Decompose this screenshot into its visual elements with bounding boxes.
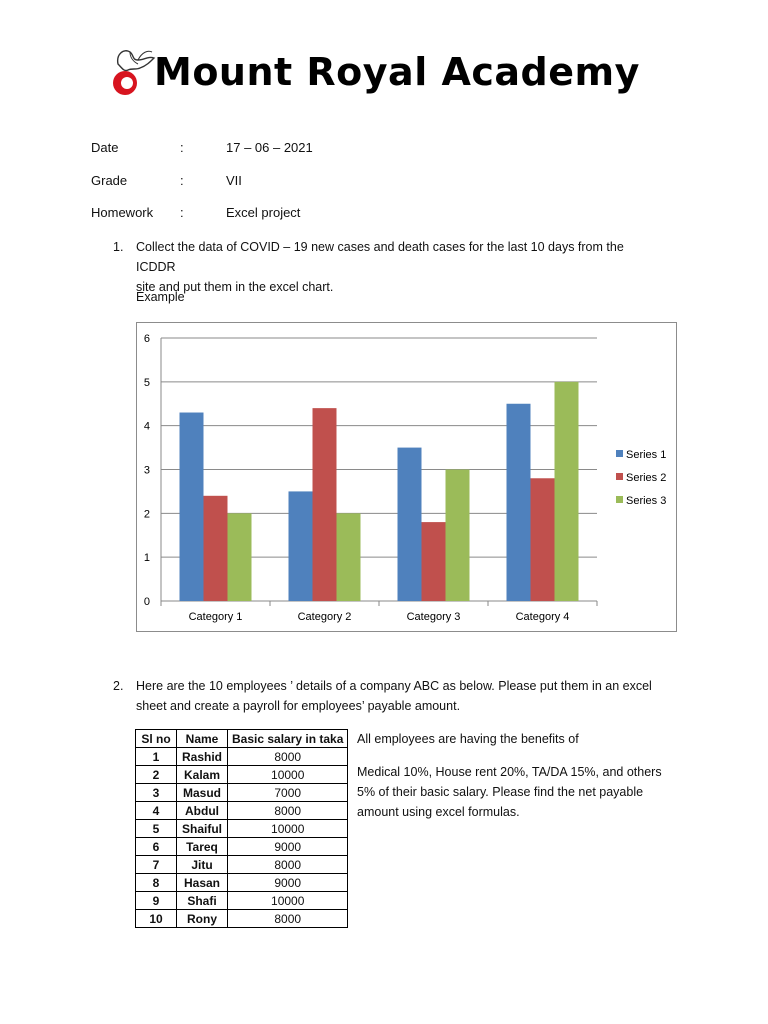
cell-sl-no: 10 bbox=[136, 910, 177, 928]
meta-key: Homework bbox=[91, 205, 154, 220]
cell-sl-no: 7 bbox=[136, 856, 177, 874]
benefits-line: amount using excel formulas. bbox=[357, 805, 520, 819]
cell-name: Kalam bbox=[177, 766, 228, 784]
meta-value: VII bbox=[226, 173, 242, 188]
question-line: Collect the data of COVID – 19 new cases and death cases for the last 10 days from the ICDDR bbox=[136, 240, 624, 274]
question-number: 2. bbox=[113, 679, 124, 693]
meta-sep: : bbox=[180, 205, 184, 220]
bar bbox=[398, 448, 422, 601]
question-text bbox=[136, 676, 666, 716]
y-tick-label: 4 bbox=[143, 420, 150, 433]
bar bbox=[313, 408, 337, 601]
bar bbox=[228, 513, 252, 601]
cell-sl-no: 8 bbox=[136, 874, 177, 892]
table-row bbox=[136, 856, 348, 874]
table-row bbox=[136, 892, 348, 910]
cell-sl-no: 6 bbox=[136, 838, 177, 856]
legend-label: Series 3 bbox=[626, 495, 667, 507]
table-row bbox=[136, 802, 348, 820]
legend-label: Series 1 bbox=[626, 449, 667, 461]
table-row bbox=[136, 766, 348, 784]
table-body bbox=[136, 748, 348, 928]
meta-key: Date bbox=[91, 140, 119, 155]
y-tick-label: 6 bbox=[143, 333, 150, 345]
question-1 bbox=[113, 237, 673, 294]
y-tick-label: 2 bbox=[143, 508, 150, 521]
bar bbox=[531, 478, 555, 601]
table-row bbox=[136, 910, 348, 928]
question-2 bbox=[113, 676, 673, 718]
cell-salary: 10000 bbox=[228, 892, 348, 910]
legend-swatch bbox=[616, 450, 623, 457]
table-row bbox=[136, 874, 348, 892]
bar bbox=[337, 513, 361, 601]
meta-key: Grade bbox=[91, 173, 128, 188]
table-row bbox=[136, 820, 348, 838]
bar bbox=[204, 496, 228, 601]
cell-salary: 8000 bbox=[228, 910, 348, 928]
meta-value: 17 – 06 – 2021 bbox=[226, 140, 313, 155]
cell-salary: 7000 bbox=[228, 784, 348, 802]
question-text bbox=[136, 237, 666, 297]
table-row bbox=[136, 748, 348, 766]
question-line: Here are the 10 employees ’ details of a company ABC as below. Please put them in an excel bbox=[136, 679, 652, 693]
y-tick-label: 0 bbox=[143, 596, 150, 608]
legend-swatch bbox=[616, 496, 623, 503]
y-tick-label: 3 bbox=[143, 464, 150, 477]
cell-sl-no: 2 bbox=[136, 766, 177, 784]
employee-table bbox=[135, 729, 348, 928]
cell-name: Abdul bbox=[177, 802, 228, 820]
table-header-row bbox=[136, 730, 348, 748]
cell-name: Jitu bbox=[177, 856, 228, 874]
question-number: 1. bbox=[113, 240, 124, 254]
cell-salary: 9000 bbox=[228, 838, 348, 856]
cell-name: Rashid bbox=[177, 748, 228, 766]
benefits-line: 5% of their basic salary. Please find the net payable bbox=[357, 785, 644, 799]
column-header: Basic salary in taka bbox=[228, 730, 348, 748]
cell-name: Shaiful bbox=[177, 820, 228, 838]
cell-name: Shafi bbox=[177, 892, 228, 910]
x-tick-label: Category 3 bbox=[406, 611, 461, 623]
cell-sl-no: 4 bbox=[136, 802, 177, 820]
cell-salary: 10000 bbox=[228, 766, 348, 784]
chart-svg bbox=[137, 323, 676, 631]
bar bbox=[180, 413, 204, 601]
cell-name: Rony bbox=[177, 910, 228, 928]
x-tick-label: Category 2 bbox=[297, 611, 352, 623]
column-header: Name bbox=[177, 730, 228, 748]
meta-sep: : bbox=[180, 140, 184, 155]
x-tick-label: Category 4 bbox=[515, 611, 570, 623]
document-header bbox=[108, 42, 668, 112]
cell-name: Tareq bbox=[177, 838, 228, 856]
cell-salary: 8000 bbox=[228, 802, 348, 820]
meta-sep: : bbox=[180, 173, 184, 188]
benefits-intro: All employees are having the benefits of bbox=[357, 732, 579, 746]
academy-logo bbox=[108, 46, 158, 100]
cell-salary: 8000 bbox=[228, 748, 348, 766]
legend-swatch bbox=[616, 473, 623, 480]
question-line: sheet and create a payroll for employees’ payable amount. bbox=[136, 699, 461, 713]
x-tick-label: Category 1 bbox=[188, 611, 243, 623]
school-name: Mount Royal Academy bbox=[154, 50, 640, 94]
y-tick-label: 1 bbox=[143, 552, 150, 565]
cell-sl-no: 3 bbox=[136, 784, 177, 802]
legend-label: Series 2 bbox=[626, 472, 667, 484]
bar bbox=[555, 382, 579, 601]
bar-chart bbox=[136, 322, 677, 632]
cell-sl-no: 1 bbox=[136, 748, 177, 766]
bar bbox=[422, 522, 446, 601]
cell-name: Masud bbox=[177, 784, 228, 802]
table-row bbox=[136, 838, 348, 856]
meta-value: Excel project bbox=[226, 205, 301, 220]
bird-icon bbox=[118, 51, 154, 71]
example-label: Example bbox=[136, 290, 185, 304]
benefits-line: Medical 10%, House rent 20%, TA/DA 15%, and others bbox=[357, 765, 662, 779]
table-row bbox=[136, 784, 348, 802]
bar bbox=[507, 404, 531, 601]
bar bbox=[289, 491, 313, 601]
y-tick-label: 5 bbox=[143, 376, 150, 389]
question-line: site and put them in the excel chart. bbox=[136, 280, 334, 294]
cell-sl-no: 5 bbox=[136, 820, 177, 838]
cell-name: Hasan bbox=[177, 874, 228, 892]
column-header: Sl no bbox=[136, 730, 177, 748]
benefits-details bbox=[357, 762, 677, 822]
cell-sl-no: 9 bbox=[136, 892, 177, 910]
cell-salary: 8000 bbox=[228, 856, 348, 874]
cell-salary: 10000 bbox=[228, 820, 348, 838]
cell-salary: 9000 bbox=[228, 874, 348, 892]
bar bbox=[446, 470, 470, 602]
